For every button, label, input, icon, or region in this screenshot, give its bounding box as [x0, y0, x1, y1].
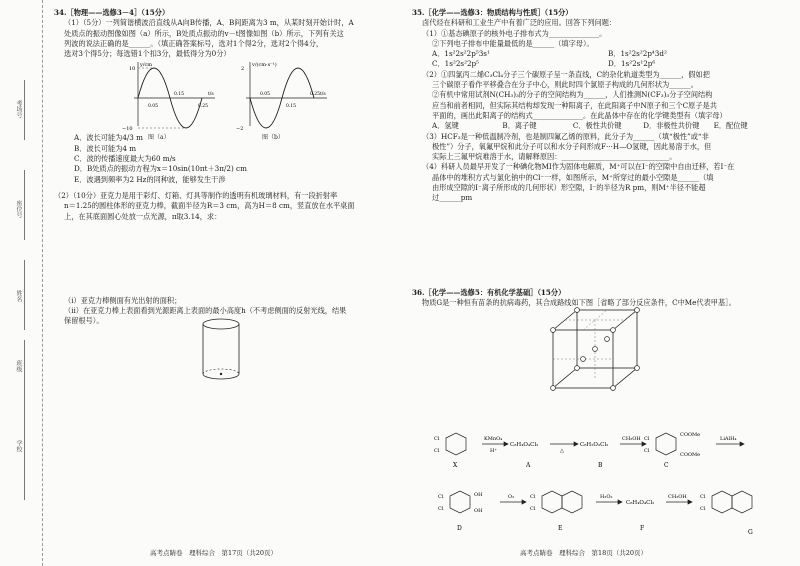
q35-line: 平面的，画出此阳离子的结构式______________。在此晶体中存在的化学键类型有（填字母）	[432, 110, 727, 120]
graph-a-ylabel: y/cm	[140, 62, 153, 68]
svg-text:COOMe: COOMe	[680, 452, 701, 458]
svg-text:LiAlH₄: LiAlH₄	[720, 436, 737, 442]
graph-a-caption: 图（a）	[148, 134, 170, 141]
svg-text:CH₃OH: CH₃OH	[622, 436, 641, 442]
q35-line: ②下列电子排布中能量最低的是______（填字母）。	[432, 38, 594, 48]
svg-text:OH: OH	[474, 492, 483, 498]
margin-label-seat: 座位号	[15, 200, 22, 218]
q35-option-d: D．1s²2s¹2p⁶	[608, 59, 656, 69]
svg-text:Cl: Cl	[530, 494, 536, 500]
svg-text:0.05: 0.05	[260, 92, 271, 97]
cylinder-figure	[196, 316, 246, 384]
q34-heading: 34.［物理——选修3－4］（15分）	[54, 8, 170, 17]
q34-part2-line: 上，在其底面圆心处放一点光源，π取3.14，求：	[64, 211, 222, 221]
graph-b-caption: 图（b）	[262, 134, 284, 141]
compound-a-label: A	[526, 462, 531, 469]
svg-text:Cl: Cl	[700, 506, 706, 512]
q34-part1-line: 处质点的振动图像如图（a）所示，B处质点振动的v－t图像如图（b）所示，下列有关这	[64, 28, 344, 38]
option-d: D．B处质点的振动方程为x＝10sin(10πt＋3π/2) cm	[74, 164, 247, 174]
graph-b-ylabel: v/(cm·s⁻¹)	[252, 62, 277, 68]
q36-heading: 36.［化学——选修5：有机化学基础］（15分）	[412, 287, 566, 297]
svg-text:0.15: 0.15	[286, 104, 297, 109]
graph-a	[120, 58, 220, 132]
svg-text:H⁺: H⁺	[490, 448, 497, 454]
svg-text:CH₃OH: CH₃OH	[668, 494, 687, 500]
svg-text:t/s: t/s	[208, 92, 214, 97]
graph-b	[232, 58, 332, 132]
compound-c-label: C	[664, 462, 669, 469]
svg-text:C₈H₄O₄Cl₂: C₈H₄O₄Cl₂	[510, 442, 539, 448]
q35-line: （1）①基态碘原子的核外电子排布式为______________。	[422, 28, 607, 38]
synthesis-scheme-row2	[430, 486, 780, 538]
compound-d-label: D	[457, 525, 462, 532]
q35-option-c: C．1s²2s²2p⁵	[432, 59, 480, 69]
svg-text:0.05: 0.05	[148, 104, 159, 109]
svg-text:△: △	[560, 448, 564, 454]
left-footer: 高考点睛卷 理科综合 第17页（共20页）	[150, 549, 278, 557]
svg-text:Cl: Cl	[438, 506, 444, 512]
binding-margin	[0, 0, 43, 566]
svg-text:2: 2	[241, 66, 245, 72]
svg-text:Cl: Cl	[434, 436, 440, 442]
svg-text:−2: −2	[236, 126, 244, 132]
q35-option-a: A．1s²2s²2p⁵3s¹	[432, 49, 490, 59]
svg-text:0.15: 0.15	[174, 92, 185, 97]
compound-b-label: B	[598, 462, 603, 469]
q34-part2-sub-ii: （ⅱ）在亚克力棒上表面看到光源距离上表面的最小高度h（不考虑侧面的反射光线，结果	[64, 306, 347, 316]
q35-intro: 卤代烃在科研和工业生产中有着广泛的应用。回答下列问题：	[422, 18, 617, 28]
q36-intro: 物质G是一种恒有苗条的抗病毒药，其合成路线如下图［省略了部分反应条件，C中Me代表甲基］。	[422, 297, 736, 307]
q35-line: 三个碳原子看作平移叠合在分子中心，则此时四个氯原子构成的几何形状为______。	[432, 80, 698, 90]
q35-line: 极性”）分子，氧氟甲烷和此分子可以和水分子间形成F···H—O氢键，因此易溶于水，但	[432, 141, 712, 151]
q35-line: 过______pm	[432, 193, 473, 203]
svg-text:C₈H₂O₃Cl₂: C₈H₂O₃Cl₂	[580, 442, 609, 448]
q35-option-b: B．1s²2s²2p⁴3d²	[608, 49, 667, 59]
nacl-lattice-figure	[545, 306, 645, 392]
q35-bond-options: A．氢键 B．离子键 C．极性共价键 D．非极性共价键 E．配位键	[432, 121, 748, 131]
q34-part1-line: （1）（5分）一列简谐横波沿直线从A向B传播，A、B间距离为3 m，从某时刻开始计时，A	[64, 18, 354, 28]
q34-part2-sub-ii: 保留根号）。	[64, 316, 104, 326]
q35-heading: 35.［化学——选修3：物质结构与性质］（15分）	[412, 8, 573, 17]
right-page	[412, 8, 784, 308]
svg-text:t/s: t/s	[320, 92, 326, 97]
svg-text:0.25: 0.25	[310, 92, 321, 97]
compound-f-label: F	[640, 525, 645, 532]
option-e: E．波遇到频率为2 Hz的同种波，能够发生干涉	[74, 174, 226, 184]
svg-text:COOMe: COOMe	[680, 432, 701, 438]
compound-e-label: E	[558, 525, 563, 532]
svg-text:Cl: Cl	[644, 436, 650, 442]
left-page	[54, 8, 390, 327]
q35-line: 晶体中的堆积方式与氯化钠中的Cl⁻一样，如图所示，M⁺所穿过的最小空隙是______（填	[432, 172, 714, 182]
svg-text:O₂: O₂	[508, 494, 515, 500]
option-c: C．波的传播速度最大为60 m/s	[74, 154, 176, 164]
margin-label-school: 学校	[15, 440, 22, 452]
svg-text:0.25: 0.25	[198, 104, 209, 109]
q35-line: 由形成空隙的I⁻离子所形成的几何形状）形空隙，I⁻的半径为R pm，则M⁺半径不能超	[432, 183, 706, 193]
svg-text:Cl: Cl	[530, 506, 536, 512]
q35-line: 实际上三氟甲烷难溶于水，请解释原因：______________________________。	[432, 152, 677, 162]
q35-line: （3）HCF₃是一种低温制冷剂，也是制四氟乙烯的原料，此分子为______（填“极性”或“非	[422, 131, 709, 141]
option-b: B．波长可能为4 m	[74, 143, 137, 153]
right-footer: 高考点睛卷 理科综合 第18页（共20页）	[520, 549, 648, 557]
compound-x-label: X	[453, 462, 458, 469]
q34-part1-line: 选对3个得5分；每选错1个扣3分，最低得分为0分）	[64, 49, 231, 59]
q34-part2-line: （2）（10分）亚克力是用于彩灯、灯箱、灯具等制作的透明有机玻璃材料，有一段折射率	[54, 190, 338, 200]
q35-line: ②有机中常用试剂N(CH₃)₃的分子的空间结构为______，人们推测N(CF₃)₃分子空间结构	[432, 90, 713, 100]
q35-line: 应当和前者相同，但实际其结构却发现一种阳离子，在此阳离子中N原子和三个C原子是共	[432, 100, 717, 110]
svg-text:10: 10	[129, 66, 136, 72]
margin-label-room: 考场号	[15, 100, 22, 118]
svg-text:C₈H₄O₄Cl₂: C₈H₄O₄Cl₂	[626, 500, 655, 506]
synthesis-scheme-row1	[430, 428, 780, 472]
q34-part2-line: n＝1.25的圆柱体形的亚克力棒，截面半径为R＝3 cm，高为H＝8 cm，竖直放在水平桌面	[64, 201, 355, 211]
svg-text:Cl: Cl	[644, 448, 650, 454]
q35-line: （4）科研人员最早开发了一种碘化物MI作为固体电解质，M⁺可以在I⁻的空隙中自由迁移，若I⁻在	[422, 162, 735, 172]
q34-part1-line: 列波的说法正确的是______。（填正确答案标号，选对1个得2分，选对2个得4分，	[64, 38, 324, 48]
q34-part2-sub-i: （ⅰ）亚克力棒侧面有光出射的面积；	[64, 295, 182, 305]
margin-label-class: 班级	[15, 360, 22, 372]
svg-text:H₂O₂: H₂O₂	[600, 494, 613, 500]
svg-text:Cl: Cl	[438, 494, 444, 500]
option-a: A．波长可能为4/3 m	[74, 133, 143, 143]
margin-label-name: 姓名	[15, 290, 22, 302]
svg-text:−10: −10	[122, 126, 133, 132]
svg-text:Cl: Cl	[700, 494, 706, 500]
svg-text:OH: OH	[474, 508, 483, 514]
compound-g-label: G	[748, 529, 753, 536]
q35-line: （2）①四氯丙二烯C₃Cl₄分子三个碳原子呈一条直线，C的杂化轨道类型为______，假如把	[422, 69, 710, 79]
svg-text:Cl: Cl	[434, 448, 440, 454]
svg-text:KMnO₄: KMnO₄	[484, 436, 503, 442]
